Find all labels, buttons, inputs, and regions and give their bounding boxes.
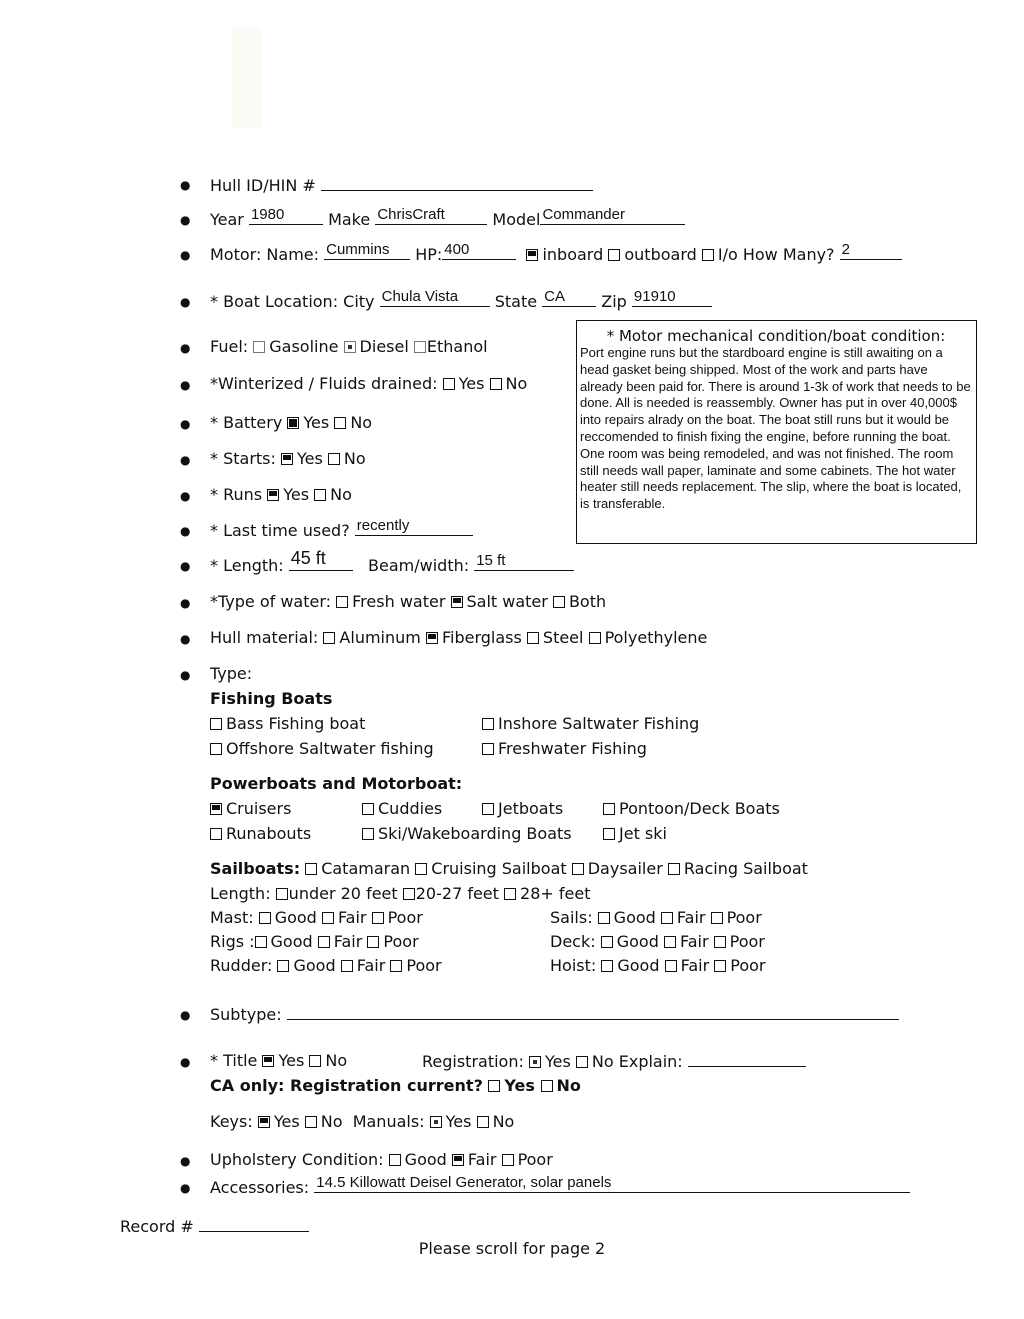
runabouts-option — [210, 824, 311, 843]
daysailer-checkbox[interactable] — [572, 863, 584, 875]
bullet: ● — [180, 632, 191, 646]
record-row — [120, 1216, 309, 1236]
zip-field[interactable] — [632, 288, 712, 307]
accessories-field[interactable] — [314, 1174, 910, 1193]
hoist-good-checkbox[interactable] — [601, 960, 613, 972]
runs-no-label: No — [330, 485, 352, 504]
bullet: ● — [180, 559, 191, 573]
subtype-label: Subtype: — [210, 1005, 282, 1024]
deck-poor-label: Poor — [729, 932, 765, 951]
winterized-yes-checkbox[interactable] — [443, 378, 455, 390]
deck-label: Deck: — [550, 932, 596, 951]
rudder-row — [210, 956, 442, 975]
io-checkbox[interactable] — [702, 249, 714, 261]
hull-id-field[interactable] — [321, 175, 593, 191]
fuel-row — [210, 337, 488, 356]
cruisers-label: Cruisers — [226, 799, 292, 818]
condition-notes-box — [576, 320, 977, 544]
rudder-poor-label: Poor — [406, 956, 442, 975]
hull-material-row — [210, 628, 707, 647]
sails-fair-checkbox[interactable] — [661, 912, 673, 924]
deck-row — [550, 932, 765, 951]
bass-label: Bass Fishing boat — [226, 714, 366, 733]
fuel-label: Fuel: — [210, 337, 249, 356]
battery-label: * Battery — [210, 413, 283, 432]
jetski-checkbox[interactable] — [603, 828, 615, 840]
beam-field[interactable] — [474, 552, 574, 571]
motor-row — [210, 241, 902, 264]
ca-no-checkbox[interactable] — [541, 1080, 553, 1092]
bullet: ● — [180, 1154, 191, 1168]
manuals-label: Manuals: — [352, 1112, 425, 1131]
bullet: ● — [180, 668, 191, 682]
inboard-checkbox[interactable] — [526, 249, 538, 261]
rigs-poor-label: Poor — [383, 932, 419, 951]
rigs-poor-checkbox[interactable] — [367, 936, 379, 948]
upholstery-fair-label: Fair — [467, 1150, 497, 1169]
outboard-checkbox[interactable] — [608, 249, 620, 261]
under20-label: under 20 feet — [288, 884, 398, 903]
title-no-label: No — [325, 1051, 348, 1070]
battery-yes-label: Yes — [303, 413, 330, 432]
polyethylene-label: Polyethylene — [604, 628, 708, 647]
water-label: *Type of water: — [210, 592, 332, 611]
registration-row — [422, 1051, 806, 1071]
rigs-good-checkbox[interactable] — [255, 936, 267, 948]
bullet: ● — [180, 453, 191, 467]
inboard-label: inboard — [542, 245, 604, 264]
starts-no-checkbox[interactable] — [328, 453, 340, 465]
aluminum-checkbox[interactable] — [323, 632, 335, 644]
type-label: Type: — [210, 664, 253, 683]
ca-yes-checkbox[interactable] — [488, 1080, 500, 1092]
location-row — [210, 288, 712, 311]
both-water-checkbox[interactable] — [553, 596, 565, 608]
length-field[interactable] — [289, 548, 353, 571]
manuals-no-checkbox[interactable] — [477, 1116, 489, 1128]
length-label: * Length: — [210, 556, 284, 575]
registration-explain-field[interactable] — [688, 1051, 806, 1067]
bullet: ● — [180, 417, 191, 431]
cruisers-checkbox[interactable] — [210, 803, 222, 815]
manuals-yes-label: Yes — [445, 1112, 472, 1131]
ski-label: Ski/Wakeboarding Boats — [378, 824, 572, 843]
winterized-no-label: No — [505, 374, 528, 393]
sails-poor-checkbox[interactable] — [711, 912, 723, 924]
cruising-sail-checkbox[interactable] — [415, 863, 427, 875]
cruising-sail-label: Cruising Sailboat — [431, 859, 567, 878]
winterized-yes-label: Yes — [458, 374, 485, 393]
registration-yes-checkbox[interactable] — [529, 1056, 541, 1068]
inshore-option — [482, 714, 699, 733]
28plus-checkbox[interactable] — [504, 888, 516, 900]
battery-no-label: No — [350, 413, 373, 432]
under20-checkbox[interactable] — [276, 888, 288, 900]
bullet: ● — [180, 248, 191, 262]
hoist-label: Hoist: — [550, 956, 597, 975]
fiberglass-label: Fiberglass — [441, 628, 522, 647]
hull-id-label: Hull ID/HIN # — [210, 176, 316, 195]
ethanol-label: Ethanol — [426, 337, 488, 356]
subtype-row — [210, 1004, 899, 1024]
diesel-checkbox[interactable] — [344, 341, 356, 353]
bullet: ● — [180, 489, 191, 503]
bullet: ● — [180, 1181, 191, 1195]
upholstery-good-checkbox[interactable] — [389, 1154, 401, 1166]
manuals-no-label: No — [492, 1112, 515, 1131]
length-row — [210, 548, 574, 575]
keys-label: Keys: — [210, 1112, 253, 1131]
freshwater-checkbox[interactable] — [482, 743, 494, 755]
sail-length-row — [210, 884, 590, 903]
hp-field[interactable] — [442, 241, 516, 260]
mast-good-checkbox[interactable] — [259, 912, 271, 924]
accessories-label: Accessories: — [210, 1178, 310, 1197]
record-label: Record # — [120, 1217, 194, 1236]
jetski-option — [603, 824, 667, 843]
sail-length-label: Length: — [210, 884, 271, 903]
model-field[interactable] — [540, 206, 685, 225]
jetboats-checkbox[interactable] — [482, 803, 494, 815]
title-no-checkbox[interactable] — [309, 1055, 321, 1067]
hoist-fair-checkbox[interactable] — [665, 960, 677, 972]
upholstery-fair-checkbox[interactable] — [452, 1154, 464, 1166]
deck-poor-checkbox[interactable] — [714, 936, 726, 948]
rudder-good-checkbox[interactable] — [277, 960, 289, 972]
state-value: CA — [544, 288, 566, 305]
offshore-checkbox[interactable] — [210, 743, 222, 755]
rigs-fair-label: Fair — [333, 932, 363, 951]
catamaran-label: Catamaran — [321, 859, 411, 878]
accessories-row — [210, 1174, 910, 1197]
jetboats-label: Jetboats — [498, 799, 564, 818]
pontoon-checkbox[interactable] — [603, 803, 615, 815]
model-value: Commander — [542, 206, 625, 223]
deck-fair-checkbox[interactable] — [664, 936, 676, 948]
mast-good-label: Good — [274, 908, 317, 927]
year-make-model-row — [210, 206, 685, 229]
bass-checkbox[interactable] — [210, 718, 222, 730]
state-field[interactable] — [542, 288, 596, 307]
starts-no-label: No — [343, 449, 366, 468]
ca-registration-label: CA only: Registration current? — [210, 1076, 483, 1095]
both-water-label: Both — [568, 592, 607, 611]
aluminum-label: Aluminum — [339, 628, 421, 647]
runs-row — [210, 485, 352, 504]
28plus-label: 28+ feet — [520, 884, 591, 903]
upholstery-good-label: Good — [404, 1150, 447, 1169]
manuals-yes-checkbox[interactable] — [430, 1116, 442, 1128]
sails-label: Sails: — [550, 908, 593, 927]
rudder-fair-label: Fair — [356, 956, 386, 975]
mast-poor-checkbox[interactable] — [372, 912, 384, 924]
water-row — [210, 592, 606, 611]
sailboats-row — [210, 859, 808, 878]
hp-label: HP: — [415, 245, 443, 264]
sails-fair-label: Fair — [676, 908, 706, 927]
year-label: Year — [210, 210, 244, 229]
make-value: ChrisCraft — [377, 206, 445, 223]
offshore-option — [210, 739, 434, 758]
runs-yes-checkbox[interactable] — [267, 489, 279, 501]
bullet: ● — [180, 295, 191, 309]
location-label: * Boat Location: City — [210, 292, 375, 311]
bullet: ● — [180, 378, 191, 392]
rudder-label: Rudder: — [210, 956, 273, 975]
20to27-checkbox[interactable] — [403, 888, 415, 900]
hoist-row — [550, 956, 765, 975]
daysailer-label: Daysailer — [587, 859, 663, 878]
fresh-water-label: Fresh water — [352, 592, 446, 611]
motor-name-field[interactable] — [324, 241, 410, 260]
jetboats-option — [482, 799, 563, 818]
battery-yes-checkbox[interactable] — [287, 417, 299, 429]
diesel-label: Diesel — [359, 337, 409, 356]
starts-yes-checkbox[interactable] — [281, 453, 293, 465]
beam-value: 15 ft — [476, 552, 506, 569]
runs-yes-label: Yes — [283, 485, 310, 504]
last-used-field[interactable] — [355, 517, 473, 536]
deck-fair-label: Fair — [679, 932, 709, 951]
battery-row — [210, 413, 372, 432]
scroll-note: Please scroll for page 2 — [418, 1239, 606, 1258]
bass-option — [210, 714, 365, 733]
gasoline-checkbox[interactable] — [253, 341, 265, 353]
cuddies-option — [362, 799, 442, 818]
registration-explain-label: No Explain: — [591, 1052, 683, 1071]
mast-fair-label: Fair — [337, 908, 367, 927]
year-field[interactable] — [249, 206, 323, 225]
title-yes-label: Yes — [278, 1051, 305, 1070]
rudder-poor-checkbox[interactable] — [390, 960, 402, 972]
ca-registration-row — [210, 1076, 581, 1095]
zip-value: 91910 — [633, 288, 676, 305]
winterized-row — [210, 374, 527, 393]
zip-label: Zip — [601, 292, 627, 311]
starts-yes-label: Yes — [297, 449, 323, 468]
offshore-label: Offshore Saltwater fishing — [226, 739, 434, 758]
winterized-label: *Winterized / Fluids drained: — [210, 374, 438, 393]
city-value: Chula Vista — [381, 288, 459, 305]
title-row — [210, 1051, 347, 1070]
motor-label: Motor: Name: — [210, 245, 320, 264]
mast-row — [210, 908, 423, 927]
mast-fair-checkbox[interactable] — [322, 912, 334, 924]
how-many-value: 2 — [841, 241, 850, 258]
steel-checkbox[interactable] — [527, 632, 539, 644]
runs-label: * Runs — [210, 485, 263, 504]
last-used-value: recently — [356, 517, 410, 534]
hoist-poor-label: Poor — [730, 956, 766, 975]
rudder-good-label: Good — [293, 956, 336, 975]
racing-sail-checkbox[interactable] — [668, 863, 680, 875]
condition-notes-heading: * Motor mechanical condition/boat condition: — [606, 327, 946, 345]
ski-option — [362, 824, 572, 843]
salt-water-checkbox[interactable] — [451, 596, 463, 608]
upholstery-label: Upholstery Condition: — [210, 1150, 384, 1169]
keys-no-label: No — [320, 1112, 343, 1131]
hp-value: 400 — [444, 241, 470, 258]
rudder-fair-checkbox[interactable] — [341, 960, 353, 972]
bullet: ● — [180, 341, 191, 355]
keys-yes-checkbox[interactable] — [258, 1116, 270, 1128]
length-value: 45 ft — [290, 548, 326, 568]
pontoon-label: Pontoon/Deck Boats — [619, 799, 780, 818]
deck-good-checkbox[interactable] — [601, 936, 613, 948]
hull-material-label: Hull material: — [210, 628, 319, 647]
upholstery-poor-label: Poor — [517, 1150, 553, 1169]
hull-id-row — [210, 175, 593, 195]
motor-name-value: Cummins — [326, 241, 390, 258]
registration-no-checkbox[interactable] — [576, 1056, 588, 1068]
freshwater-option — [482, 739, 647, 758]
runabouts-label: Runabouts — [226, 824, 312, 843]
year-value: 1980 — [250, 206, 285, 223]
bullet: ● — [180, 524, 191, 538]
sails-row — [550, 908, 762, 927]
fiberglass-checkbox[interactable] — [426, 632, 438, 644]
registration-yes-label: Yes — [544, 1052, 571, 1071]
freshwater-label: Freshwater Fishing — [498, 739, 647, 758]
mast-poor-label: Poor — [387, 908, 423, 927]
upholstery-row — [210, 1150, 553, 1169]
salt-water-label: Salt water — [466, 592, 548, 611]
inshore-checkbox[interactable] — [482, 718, 494, 730]
upholstery-poor-checkbox[interactable] — [502, 1154, 514, 1166]
rigs-label: Rigs : — [210, 932, 255, 951]
city-field[interactable] — [380, 288, 490, 307]
steel-label: Steel — [542, 628, 584, 647]
bullet: ● — [180, 596, 191, 610]
subtype-field[interactable] — [287, 1004, 899, 1020]
20to27-label: 20-27 feet — [415, 884, 499, 903]
sail-heading: Sailboats: — [210, 859, 301, 878]
bullet: ● — [180, 178, 191, 192]
how-many-field[interactable] — [840, 241, 902, 260]
io-label: I/o How Many? — [717, 245, 835, 264]
sails-poor-label: Poor — [726, 908, 762, 927]
inshore-label: Inshore Saltwater Fishing — [498, 714, 700, 733]
bullet: ● — [180, 1055, 191, 1069]
rigs-row — [210, 932, 419, 951]
cuddies-label: Cuddies — [378, 799, 443, 818]
mast-label: Mast: — [210, 908, 254, 927]
rigs-good-label: Good — [270, 932, 313, 951]
last-used-label: * Last time used? — [210, 521, 350, 540]
make-field[interactable] — [375, 206, 487, 225]
keys-row — [210, 1112, 514, 1131]
winterized-no-checkbox[interactable] — [490, 378, 502, 390]
cuddies-checkbox[interactable] — [362, 803, 374, 815]
scan-smudge — [232, 28, 262, 128]
pontoon-option — [603, 799, 780, 818]
hoist-fair-label: Fair — [680, 956, 710, 975]
record-field[interactable] — [199, 1216, 309, 1232]
runabouts-checkbox[interactable] — [210, 828, 222, 840]
model-label: Model — [492, 210, 541, 229]
ca-yes-label: Yes — [504, 1076, 535, 1095]
bullet: ● — [180, 1008, 191, 1022]
deck-good-label: Good — [616, 932, 659, 951]
title-yes-checkbox[interactable] — [262, 1055, 274, 1067]
state-label: State — [494, 292, 538, 311]
keys-no-checkbox[interactable] — [305, 1116, 317, 1128]
jetski-label: Jet ski — [619, 824, 667, 843]
starts-row — [210, 449, 366, 468]
ethanol-checkbox[interactable] — [414, 341, 426, 353]
racing-sail-label: Racing Sailboat — [683, 859, 808, 878]
sails-good-checkbox[interactable] — [598, 912, 610, 924]
hoist-good-label: Good — [617, 956, 660, 975]
power-heading: Powerboats and Motorboat: — [210, 774, 463, 793]
rigs-fair-checkbox[interactable] — [318, 936, 330, 948]
registration-label: Registration: — [422, 1052, 524, 1071]
accessories-value: 14.5 Killowatt Deisel Generator, solar panels — [316, 1174, 612, 1191]
sails-good-label: Good — [613, 908, 656, 927]
outboard-label: outboard — [624, 245, 697, 264]
cruisers-option — [210, 799, 291, 818]
ski-checkbox[interactable] — [362, 828, 374, 840]
gasoline-label: Gasoline — [269, 337, 339, 356]
make-label: Make — [328, 210, 371, 229]
fishing-heading: Fishing Boats — [210, 689, 333, 708]
hoist-poor-checkbox[interactable] — [714, 960, 726, 972]
catamaran-checkbox[interactable] — [305, 863, 317, 875]
condition-notes-body: Port engine runs but the stardboard engine is still awaiting on a head gasket being shipped. Most of the work and parts have already been paid for. There is around 1-3k of work that needs to be done. All is needed is reassembly. Owner has put in over 40,000$ into repairs alrady on the boat. The boat still runs but it would be reccomended to finish fixing the engine, before running the boat. One room was being remodeled, and was not finished. The room still needs wall paper, laminate and some cabinets. The hot water heater still needs replacement. The slip, where the boat is located, is transferable. — [580, 345, 971, 512]
beam-label: Beam/width: — [368, 556, 470, 575]
starts-label: * Starts: — [210, 449, 276, 468]
fresh-water-checkbox[interactable] — [336, 596, 348, 608]
keys-yes-label: Yes — [273, 1112, 300, 1131]
battery-no-checkbox[interactable] — [334, 417, 346, 429]
runs-no-checkbox[interactable] — [314, 489, 326, 501]
polyethylene-checkbox[interactable] — [589, 632, 601, 644]
bullet: ● — [180, 213, 191, 227]
title-label: * Title — [210, 1051, 258, 1070]
last-used-row — [210, 517, 473, 540]
ca-no-label: No — [556, 1076, 581, 1095]
